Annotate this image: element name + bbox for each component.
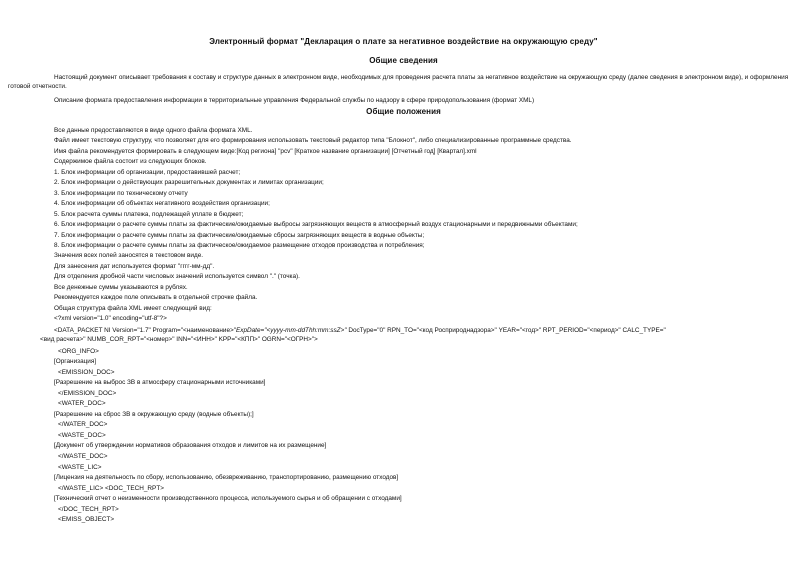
xml-tag-line: </DOC_TECH_RPT> [58, 505, 119, 513]
provision-line: Значения всех полей заносятся в текстовом виде. [54, 252, 204, 260]
intro-paragraph-1: Настоящий документ описывает требования к составу и структуре данных в электронном виде, необходимых для проведения расчета платы за негативное воздействие на окружающую среду (далее сведения в электронном виде), и оформления готовой отчетности. [8, 74, 789, 90]
provision-line: Все данные предоставляются в виде одного файла формата XML. [54, 127, 253, 134]
xml-tag-line: </EMISSION_DOC> [58, 389, 117, 397]
provision-line: Для занесения дат используется формат "гггг-мм-дд". [54, 262, 215, 270]
xml-placeholder-line: [Технический отчет о неизменности производственного процесса, используемого сырья и об обращении с отходами] [54, 495, 402, 503]
xml-tag-line: <EMISSION_DOC> [58, 368, 115, 376]
provision-line: 8. Блок информации о расчете суммы платы за фактическое/ожидаемое размещение отходов производства и потребления; [54, 241, 425, 249]
provision-line: Имя файла рекомендуется формировать в следующем виде:[Код региона] "pcv" [Краткое название организации] [Отчетный год] [Квартал].xml [54, 147, 477, 155]
xml-placeholder-line: [Разрешение на сброс ЗВ в окружающую среду (водные объекты);] [54, 410, 254, 418]
xml-placeholder-line: [Лицензия на деятельность по сбору, использованию, обезвреживанию, транспортированию, размещению отходов] [54, 474, 399, 482]
provision-line: Все денежные суммы указываются в рублях. [54, 283, 188, 291]
xml-tag-line: </WASTE_DOC> [58, 453, 108, 460]
provision-line: 2. Блок информации о действующих разрешительных документах и лимитах организации; [54, 179, 324, 187]
xml-root-part-a: <DATA_PACKET NI Version="1.7" Program="<наименование>" [54, 327, 236, 334]
provision-line: 1. Блок информации об организации, предоставившей расчет; [54, 168, 241, 176]
xml-root-part-c: DocType="0" RPN_TO="<код Росприроднадзора>" YEAR="<год>" RPT_PERIOD="<период>" CALC_TYPE=" [346, 327, 666, 334]
xml-placeholder-line: [Организация] [54, 358, 97, 366]
xml-root-line-cont: <вид расчета>" NUMB_COR_RPT="<номер>" INN="<ИНН>" KPP="<КПП>" OGRN="<ОГРН>"> [40, 336, 318, 343]
provision-line: Файл имеет текстовую структуру, что позволяет для его формирования использовать текстовый редактор типа "Блокнот", либо специализированные программные средства. [54, 137, 572, 145]
provision-line: 5. Блок расчета суммы платежа, подлежащей уплате в бюджет; [54, 210, 244, 218]
xml-root-line [54, 327, 666, 335]
xml-tag-line: </WATER_DOC> [58, 421, 108, 429]
provision-line: Для отделения дробной части числовых значений используется символ "." (точка). [54, 273, 300, 281]
xml-placeholder-line: [Документ об утверждении нормативов образования отходов и лимитов на их размещение] [54, 442, 327, 450]
section-title-general-info: Общие сведения [369, 56, 438, 65]
provision-line: Общая структура файла XML имеет следующий вид: [54, 304, 212, 312]
provision-line: 7. Блок информации о расчете суммы платы за фактические/ожидаемые сбросы загрязняющих веществ в водные объекты; [54, 231, 425, 239]
provision-line: 6. Блок информации о расчете суммы платы за фактические/ожидаемые выбросы загрязняющих веществ в атмосферный воздух стационарными и передвижными объектами; [54, 221, 578, 229]
xml-tag-line: <ORG_INFO> [58, 347, 99, 355]
provision-line: Содержимое файла состоит из следующих блоков. [54, 158, 207, 166]
provision-line: <?xml version="1.0" encoding="utf-8"?> [54, 315, 167, 323]
intro-paragraph-2: Описание формата предоставления информации в территориальные управления Федеральной службы по надзору в сфере природопользования (формат XML) [54, 97, 535, 104]
provision-line: 4. Блок информации об объектах негативного воздействия организации; [54, 200, 270, 208]
section-title-general-provisions: Общие положения [366, 107, 441, 116]
xml-tag-line: <WATER_DOC> [58, 400, 106, 408]
provision-line: 3. Блок информации по техническому отчету [54, 189, 188, 197]
xml-tag-line: <WASTE_LIC> [58, 463, 102, 471]
document-title: Электронный формат "Декларация о плате за негативное воздействие на окружающую среду" [209, 37, 598, 46]
provision-line: Рекомендуется каждое поле описывать в отдельной строчке файла. [54, 294, 258, 302]
xml-placeholder-line: [Разрешение на выброс ЗВ в атмосферу стационарными источниками] [54, 379, 266, 387]
xml-tag-line: <WASTE_DOC> [58, 431, 106, 439]
xml-tag-line: <EMISS_OBJECT> [58, 516, 115, 524]
xml-tag-line: </WASTE_LIC> <DOC_TECH_RPT> [58, 484, 164, 492]
xml-root-part-b: ExpDate="<yyyy-mm-ddThh:mm:ssZ>" [236, 327, 347, 334]
